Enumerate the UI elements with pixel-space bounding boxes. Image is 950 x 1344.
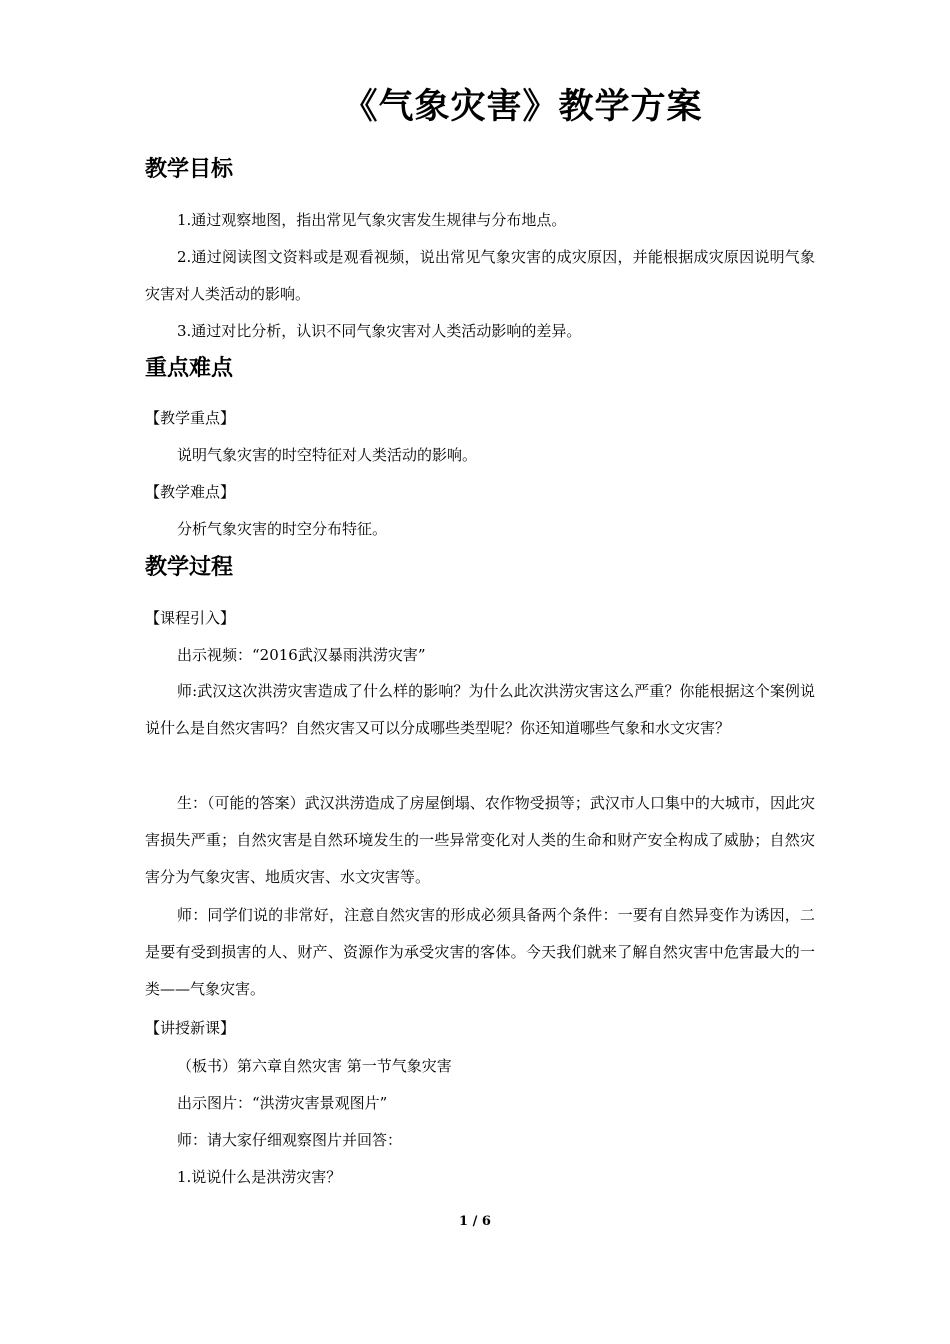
heading-objectives: 教学目标 [145, 157, 234, 182]
teacher-question-1: 师:武汉这次洪涝灾害造成了什么样的影响？为什么此次洪涝灾害这么严重？你能根据这个案例说说什么是自然灾害吗？自然灾害又可以分成哪些类型呢？你还知道哪些气象和水文灾害？ [145, 682, 815, 737]
difficulty-text: 分析气象灾害的时空分布特征。 [177, 520, 388, 538]
question-item-1: 1.说说什么是洪涝灾害？ [177, 1168, 342, 1186]
objective-item-2: 2.通过阅读图文资料或是观看视频，说出常见气象灾害的成灾原因，并能根据成灾原因说明气象灾害对人类活动的影响。 [145, 248, 815, 303]
intro-label: 【课程引入】 [145, 609, 236, 627]
objective-item-1: 1.通过观察地图，指出常见气象灾害发生规律与分布地点。 [177, 211, 567, 229]
heading-process: 教学过程 [145, 555, 234, 580]
board-text: （板书）第六章自然灾害 第一节气象灾害 [177, 1057, 452, 1075]
show-picture: 出示图片：“洪涝灾害景观图片” [177, 1094, 388, 1112]
heading-key-points: 重点难点 [145, 356, 234, 381]
difficulty-label: 【教学难点】 [145, 483, 236, 501]
intro-video: 出示视频：“2016武汉暴雨洪涝灾害” [177, 646, 426, 664]
student-answer-1: 生：（可能的答案）武汉洪涝造成了房屋倒塌、农作物受损等；武汉市人口集中的大城市，因此灾害损失严重；自然灾害是自然环境发生的一些异常变化对人类的生命和财产安全构成了威胁；自然灾害分为气象灾害、地质灾害、水文灾害等。 [145, 794, 815, 886]
teacher-summary-1: 师：同学们说的非常好，注意自然灾害的形成必须具备两个条件：一要有自然异变作为诱因，二是要有受到损害的人、财产、资源作为承受灾害的客体。今天我们就来了解自然灾害中危害最大的一类——气象灾害。 [145, 906, 815, 998]
teacher-question-2: 师：请大家仔细观察图片并回答： [177, 1131, 403, 1149]
document-title: 《气象灾害》教学方案 [342, 87, 703, 127]
page-number: 1 / 6 [459, 1214, 491, 1229]
objective-item-3: 3.通过对比分析，认识不同气象灾害对人类活动影响的差异。 [177, 322, 582, 340]
focus-label: 【教学重点】 [145, 409, 236, 427]
new-lesson-label: 【讲授新课】 [145, 1019, 236, 1037]
focus-text: 说明气象灾害的时空特征对人类活动的影响。 [177, 446, 478, 464]
